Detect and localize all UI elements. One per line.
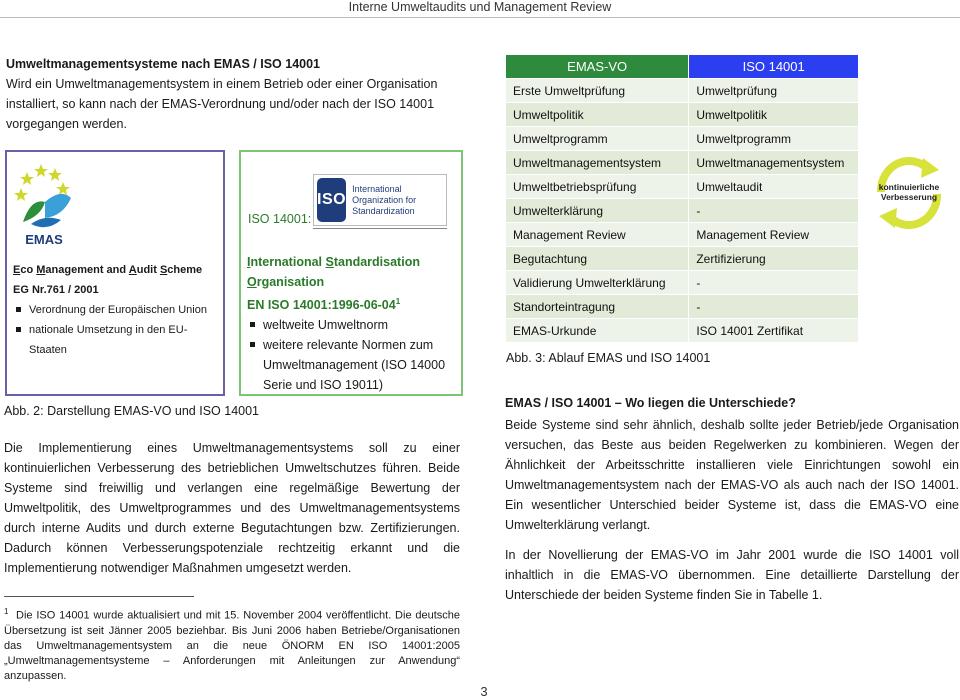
left-intro: [6, 54, 462, 134]
table-row: EMAS-Urkunde ISO 14001 Zertifikat: [506, 319, 859, 343]
iso-emblem-icon: ISO: [317, 178, 346, 222]
header-divider: [0, 17, 960, 18]
iso-org-name: International Organization for Standardization: [352, 183, 417, 216]
page-number: 3: [480, 684, 488, 699]
list-item: weltweite Umweltnorm: [247, 315, 461, 335]
list-item: weitere relevante Normen zum Umweltmanagement (ISO 14000 Serie und ISO 19011): [247, 335, 461, 395]
table-row: Standorteintragung -: [506, 295, 859, 319]
table-row: Umweltmanagementsystem Umweltmanagementsystem: [506, 151, 859, 175]
table-row: Umweltpolitik Umweltpolitik: [506, 103, 859, 127]
emas-bullets: [13, 300, 223, 360]
table-row: Erste Umweltprüfung Umweltprüfung: [506, 79, 859, 103]
body-text-right: [505, 415, 959, 605]
iso-bullets: [247, 315, 461, 395]
iso-box: [239, 150, 463, 396]
table-row: Umwelterklärung -: [506, 199, 859, 223]
emas-logo: [11, 158, 77, 248]
figure-caption-2: Abb. 2: Darstellung EMAS-VO und ISO 14001: [4, 404, 259, 418]
iso-label: ISO 14001:: [248, 212, 312, 226]
footnote: $^1$ Die ISO 14001 wurde aktualisiert und mit 15. November 2004 veröffentlicht. Die deutsche Übersetzung ist seit Jänner 2005 beziehbar. Bis Juni 2006 haben Betriebe/Organisationen das Umweltmanagementsystem an die neue ÖNORM EN ISO 14001:2005 „Umweltmanagementsysteme – Anforderungen mit Anleitungen zur Anwendung“ anzupassen.: [4, 607, 460, 682]
emas-regulation: EG Nr.761 / 2001: [13, 284, 99, 296]
paragraph: Beide Systeme sind sehr ähnlich, deshalb sollte jeder Betrieb/jede Organisation versuchen, das Beste aus beiden Regelwerken zu kombinieren. Wegen der Ähnlichkeit der Arbeitsschritte installieren viele Einrichtungen sowohl ein Umweltmanagementsystem nach der EMAS-VO als auch nach der ISO 14001. Ein wesentlicher Unterschied beider Systeme ist, dass die EMAS-VO eine Umwelterklärung verlangt.: [505, 418, 959, 532]
table-row: Umweltbetriebsprüfung Umweltaudit: [506, 175, 859, 199]
intro-text: Wird ein Umweltmanagementsystem in einem Betrieb oder einer Organisation installiert, so kann nach der EMAS-Verordnung und/oder nach der ISO 14001 vorgegangen werden.: [6, 77, 438, 131]
body-text-left: Die Implementierung eines Umweltmanagementsystems soll zu einer kontinuierlichen Verbesserung des betrieblichen Umweltschutzes führen. Beide Systeme sind freiwillig und verlangen eine regelmäßige Bewertung der Umweltpolitik, des Umweltprogrammes und des Umweltmanagementsystems durch interne Audits und durch externe Begutachtungen bzw. Zertifizierungen. Dadurch können Verbesserungspotenziale rechtzeitig erkannt und die Implementierung notwendiger Maßnahmen umgesetzt werden.: [4, 441, 460, 575]
table-row: Management Review Management Review: [506, 223, 859, 247]
right-heading: EMAS / ISO 14001 – Wo liegen die Unterschiede?: [505, 396, 796, 410]
table-header-emas: EMAS-VO: [506, 55, 689, 79]
emas-logo-text: EMAS: [25, 232, 63, 247]
emas-box: [5, 150, 225, 396]
paragraph: In der Novellierung der EMAS-VO im Jahr 2001 wurde die ISO 14001 voll inhaltlich in die EMAS-VO übernommen. Eine detaillierte Darstellung der Unterschiede der beiden Systeme finden Sie in Tabelle 1.: [505, 548, 959, 602]
list-item: nationale Umsetzung in den EU-Staaten: [13, 320, 223, 360]
figure-caption-3: Abb. 3: Ablauf EMAS und ISO 14001: [506, 351, 711, 365]
comparison-table: [505, 54, 859, 343]
table-row: Validierung Umwelterklärung -: [506, 271, 859, 295]
iso-full-name: International Standardisation Organisation: [247, 255, 420, 289]
emas-full-name: Eco Management and Audit Scheme: [13, 264, 203, 276]
page-header: Interne Umweltaudits und Management Review: [348, 0, 612, 14]
table-row: Umweltprogramm Umweltprogramm: [506, 127, 859, 151]
iso-standard: EN ISO $14001:1996-06-04^1$: [247, 297, 401, 313]
iso-logo: [313, 174, 447, 226]
table-header-iso: ISO 14001: [689, 55, 859, 79]
list-item: Verordnung der Europäischen Union: [13, 300, 223, 320]
emas-description: [13, 260, 223, 360]
table-row: Begutachtung Zertifizierung: [506, 247, 859, 271]
section-title: Umweltmanagementsysteme nach EMAS / ISO 14001: [6, 57, 321, 71]
iso-underline: [313, 228, 447, 229]
emas-flower-icon: [11, 158, 77, 248]
iso-description: [247, 252, 461, 395]
footnote-divider: [4, 596, 194, 597]
cycle-label: kontinuierliche Verbesserung: [878, 182, 940, 202]
